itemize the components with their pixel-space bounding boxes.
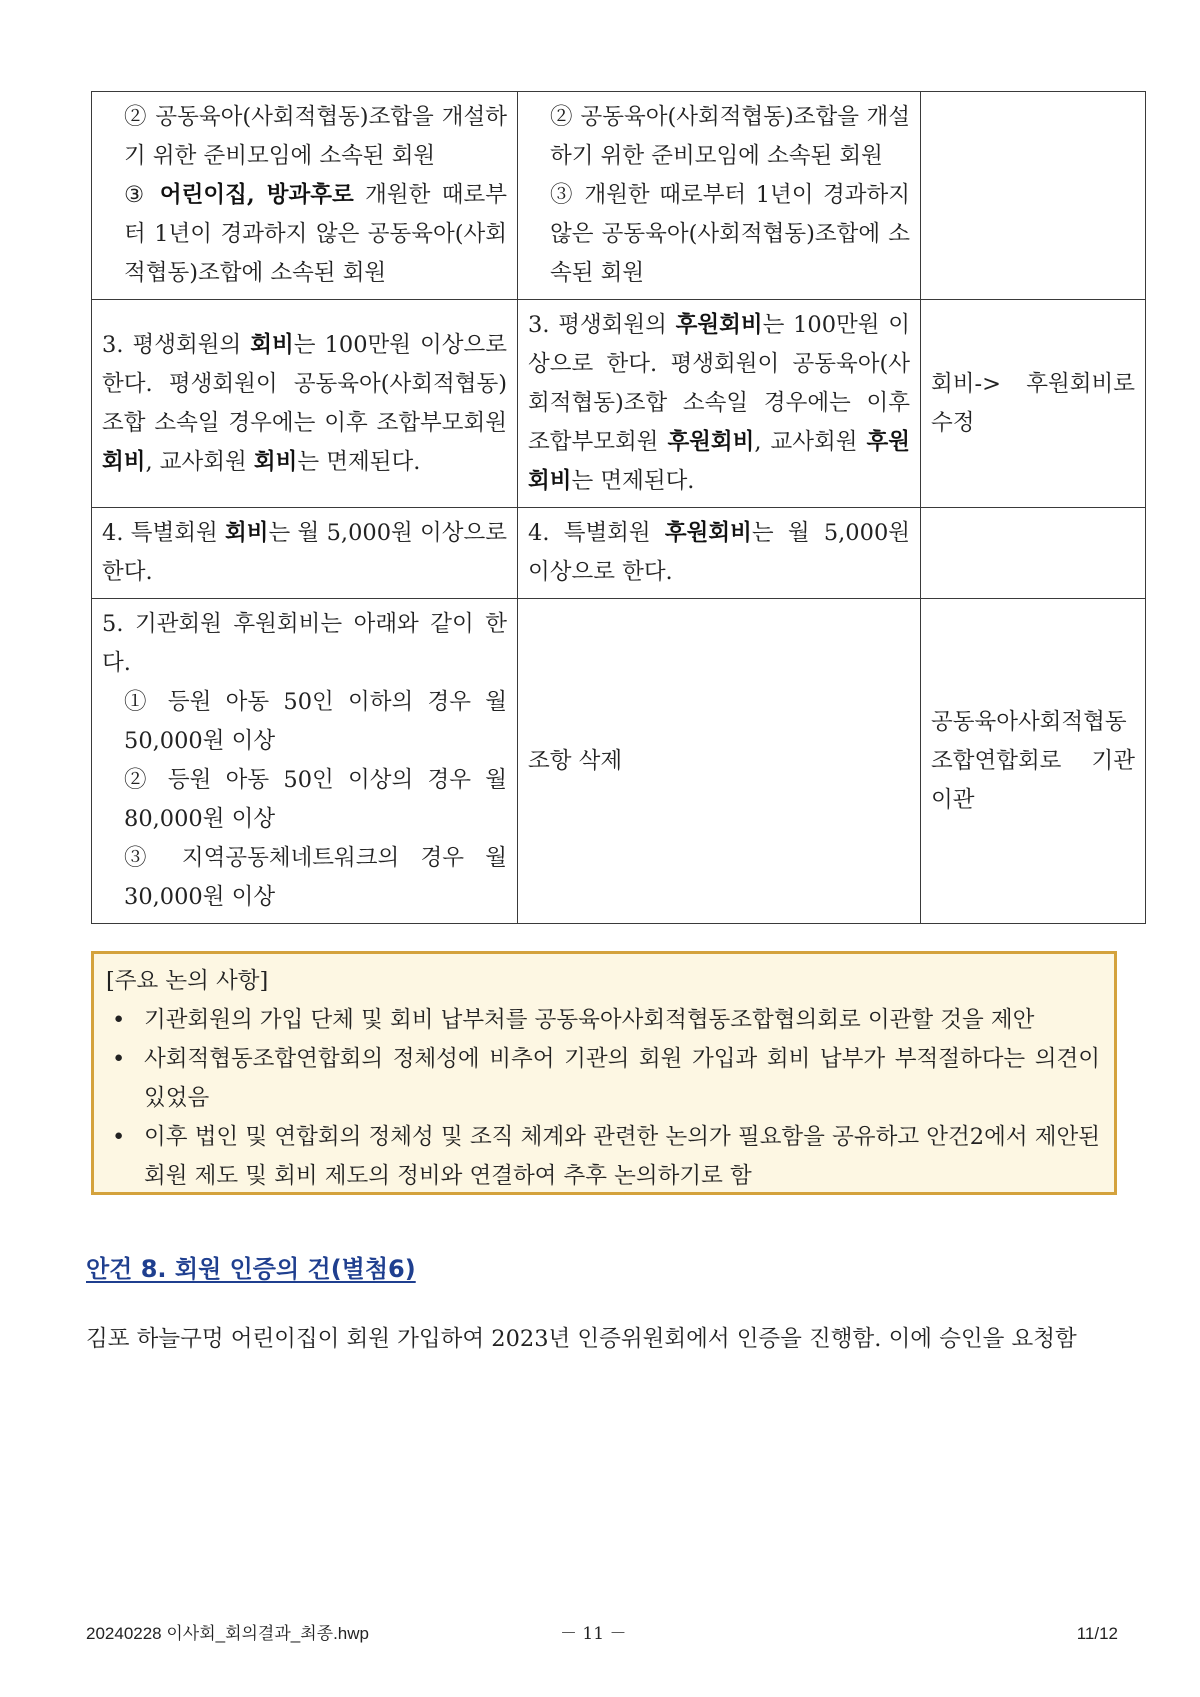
- after-cell: [518, 300, 921, 508]
- discussion-box: [91, 951, 1117, 1195]
- before-item-2: ② 공동육아(사회적협동)조합을 개설하기 위한 준비모임에 소속된 회원: [124, 104, 507, 169]
- table-row: [92, 92, 1146, 300]
- before-cell: [92, 599, 518, 924]
- before-institution-item-2: ② 등원 아동 50인 이상의 경우 월 80,000원 이상: [124, 767, 507, 832]
- after-lifetime-fee: 3. 평생회원의 후원회비는 100만원 이상으로 한다. 평생회원이 공동육아(사회적협동)조합 소속일 경우에는 이후 조합부모회원 후원회비, 교사회원 후원회비는 면제된다.: [528, 312, 911, 494]
- discussion-title: [주요 논의 사항]: [106, 968, 269, 994]
- note-cell: [921, 92, 1146, 300]
- list-item: • 이후 법인 및 연합회의 정체성 및 조직 체계와 관련한 논의가 필요함을 공유하고 안건2에서 제안된 회원 제도 및 회비 제도의 정비와 연결하여 추후 논의하기로 함: [106, 1118, 1100, 1196]
- after-cell: 조항 삭제: [518, 599, 921, 924]
- after-cell: [518, 92, 921, 300]
- note-cell: 회비-> 후원회비로 수정: [921, 300, 1146, 508]
- section-heading: 안건 8. 회원 인증의 건(별첨6): [86, 1255, 416, 1283]
- footer-page-count: 11/12: [1076, 1624, 1118, 1643]
- after-cell: [518, 508, 921, 599]
- before-institution-item-3: ③ 지역공동체네트워크의 경우 월 30,000원 이상: [124, 845, 507, 910]
- before-cell: [92, 300, 518, 508]
- bullet-icon: •: [112, 1007, 126, 1033]
- table-row: [92, 300, 1146, 508]
- after-item-2: ② 공동육아(사회적협동)조합을 개설하기 위한 준비모임에 소속된 회원: [550, 104, 910, 169]
- after-item-3: ③ 개원한 때로부터 1년이 경과하지 않은 공동육아(사회적협동)조합에 소속된 회원: [550, 182, 910, 286]
- after-special-fee: 4. 특별회원 후원회비는 월 5,000원 이상으로 한다.: [528, 520, 910, 585]
- list-item: • 기관회원의 가입 단체 및 회비 납부처를 공동육아사회적협동조합협의회로 이관할 것을 제안: [106, 1001, 1100, 1040]
- before-special-fee: 4. 특별회원 회비는 월 5,000원 이상으로 한다.: [102, 520, 507, 585]
- table-row: [92, 508, 1146, 599]
- footer-filename: 20240228 이사회_회의결과_최종.hwp: [86, 1624, 369, 1643]
- amendment-comparison-table: [91, 91, 1146, 924]
- bullet-icon: •: [112, 1046, 126, 1072]
- before-institution-fee: 5. 기관회원 후원회비는 아래와 같이 한다.: [102, 611, 507, 676]
- section-body: 김포 하늘구멍 어린이집이 회원 가입하여 2023년 인증위원회에서 인증을 진행함. 이에 승인을 요청함: [86, 1326, 1077, 1352]
- note-cell: [921, 508, 1146, 599]
- before-item-3: ③ 어린이집, 방과후로 개원한 때로부터 1년이 경과하지 않은 공동육아(사회적협동)조합에 소속된 회원: [124, 182, 507, 286]
- before-lifetime-fee: 3. 평생회원의 회비는 100만원 이상으로 한다. 평생회원이 공동육아(사회적협동)조합 소속일 경우에는 이후 조합부모회원 회비, 교사회원 회비는 면제된다.: [102, 331, 507, 475]
- before-cell: [92, 92, 518, 300]
- before-cell: [92, 508, 518, 599]
- before-institution-item-1: ① 등원 아동 50인 이하의 경우 월 50,000원 이상: [124, 689, 507, 754]
- note-cell: 공동육아사회적협동조합연합회로 기관 이관: [921, 599, 1146, 924]
- discussion-list: [106, 1001, 1100, 1196]
- footer-page-number: － 11 －: [560, 1624, 627, 1644]
- bullet-icon: •: [112, 1124, 126, 1150]
- list-item: • 사회적협동조합연합회의 정체성에 비추어 기관의 회원 가입과 회비 납부가 부적절하다는 의견이 있었음: [106, 1040, 1100, 1118]
- table-row: [92, 599, 1146, 924]
